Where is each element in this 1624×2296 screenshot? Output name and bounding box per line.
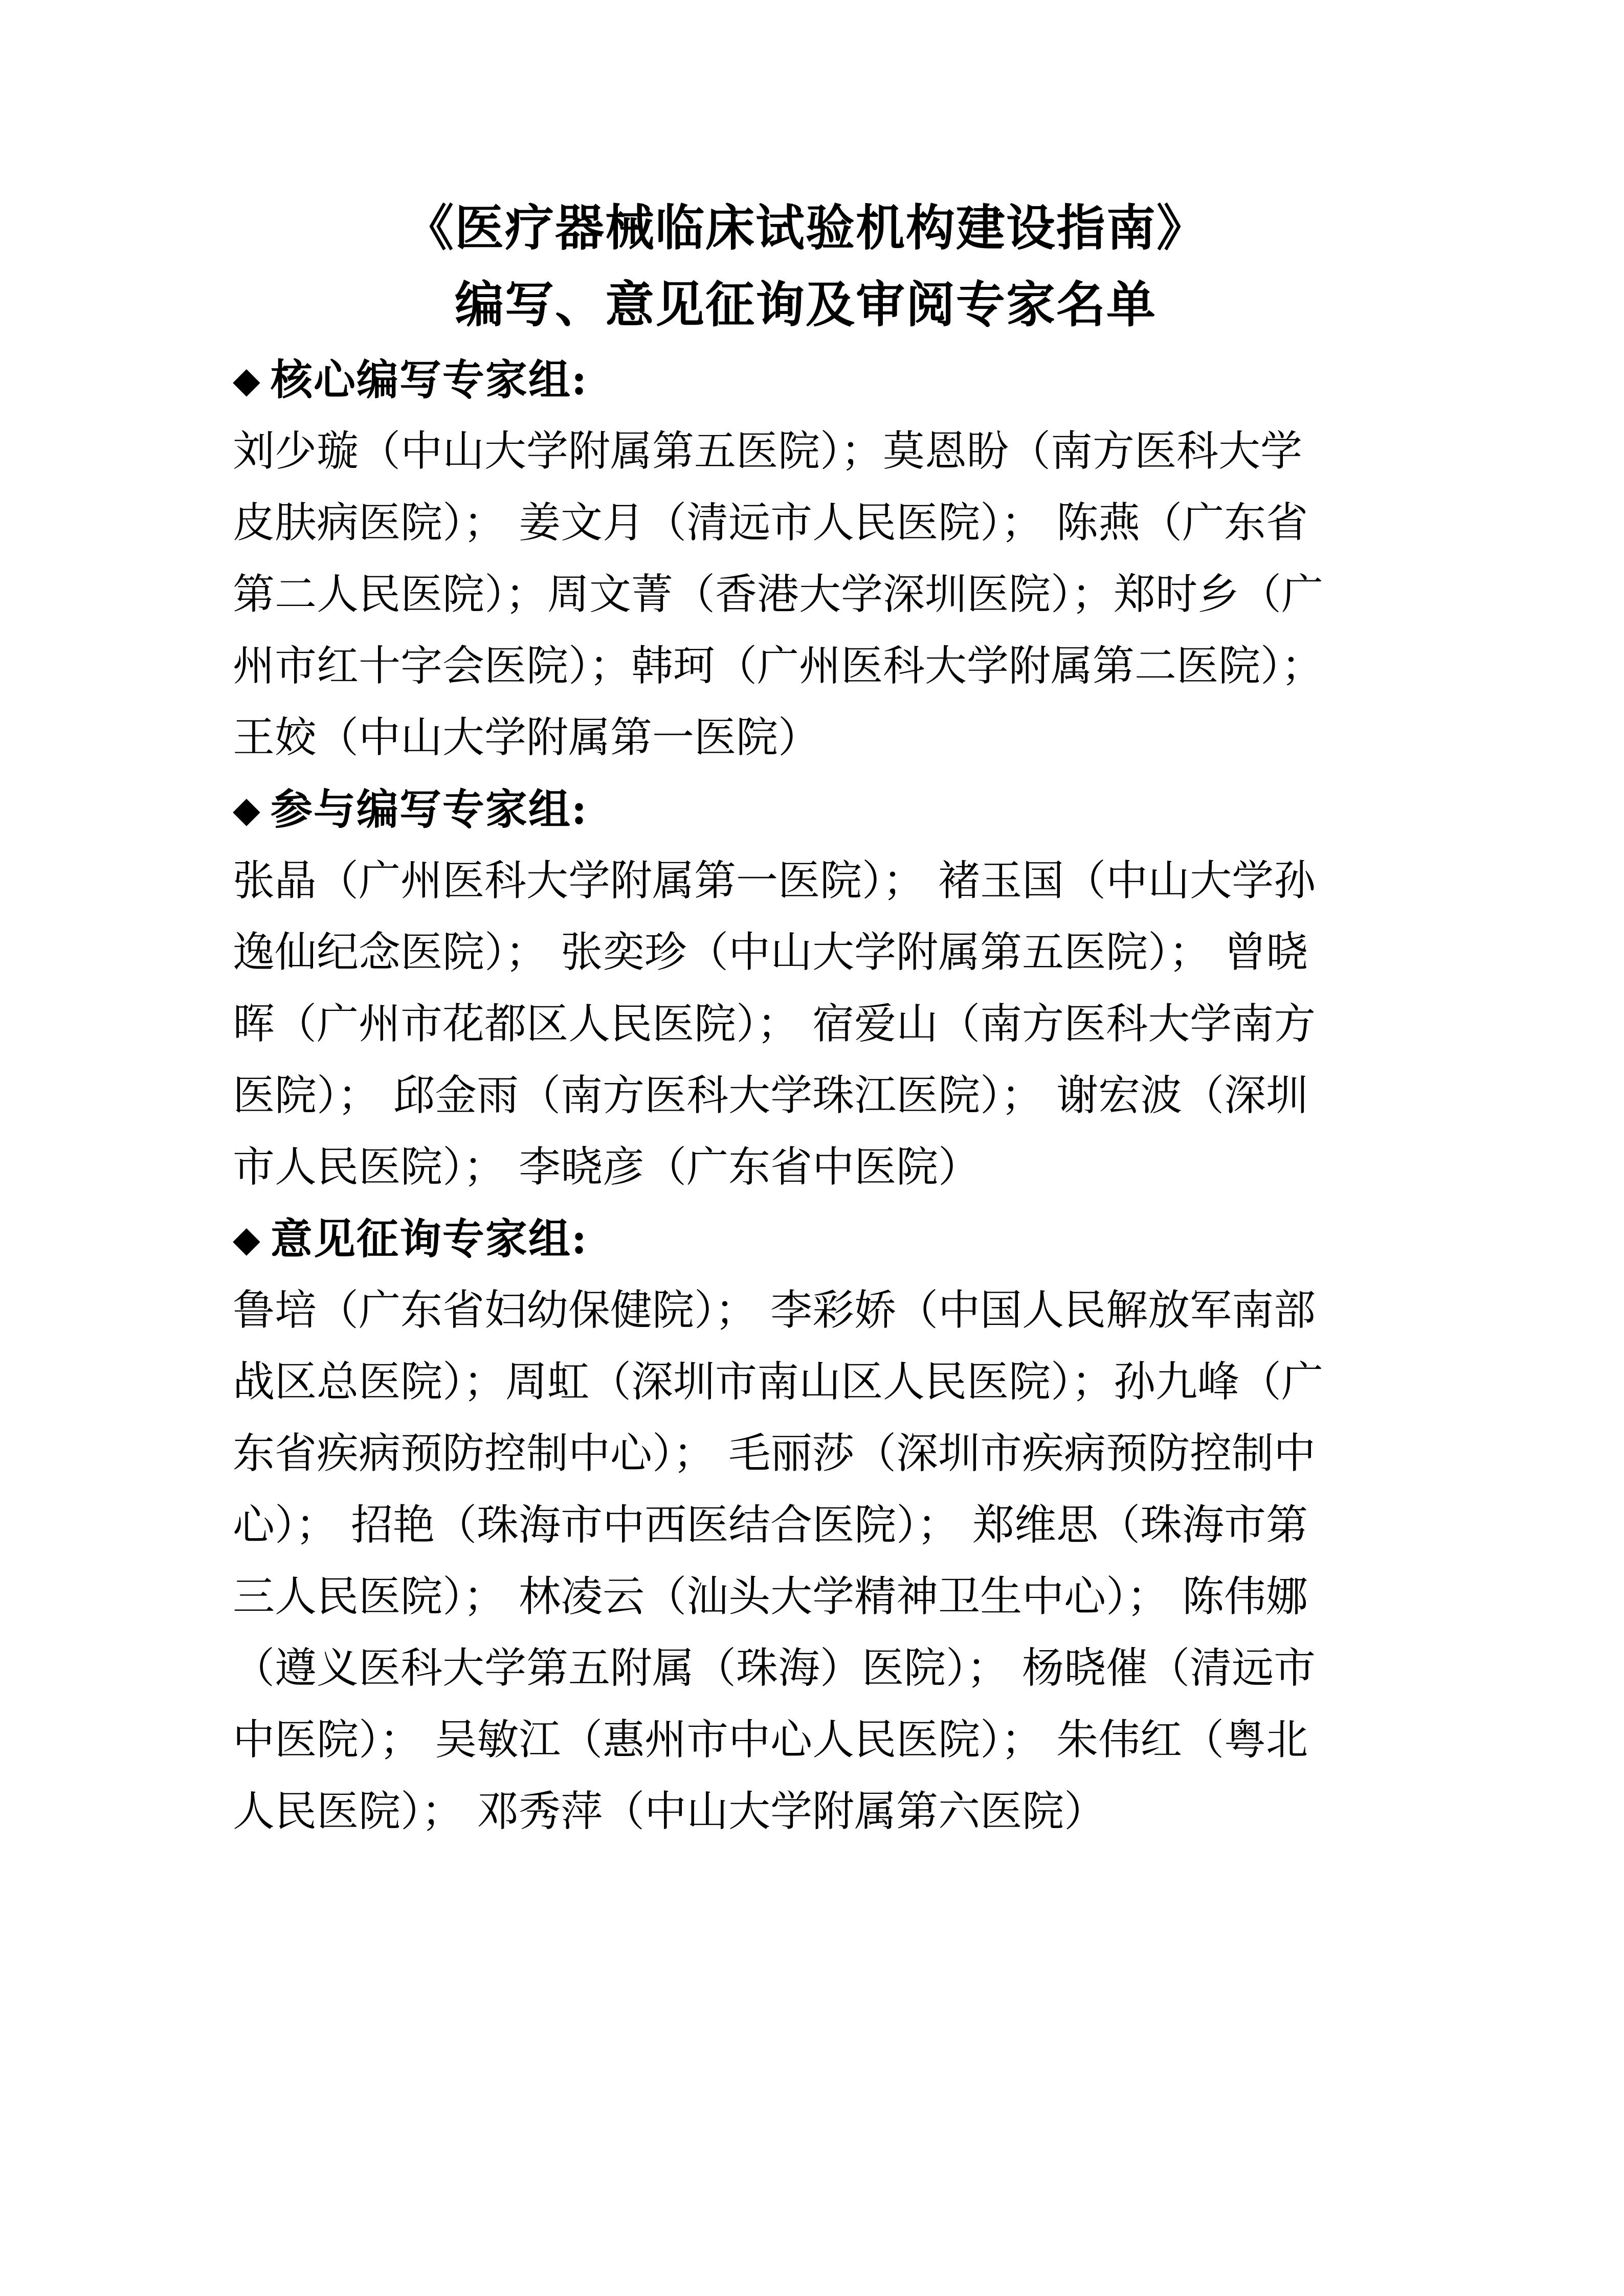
- expert-list-line: 心）； 招艳（珠海市中西医结合医院）； 郑维思（珠海市第: [233, 1501, 1308, 1549]
- section-spacer: [233, 1188, 1378, 1218]
- line-spacer: [233, 1117, 1378, 1146]
- line-spacer: [233, 1761, 1378, 1791]
- expert-list-line: 州市红十字会医院）；韩珂（广州医科大学附属第二医院）；: [233, 642, 1324, 690]
- section-heading-label: 参与编写专家组:: [270, 785, 588, 834]
- line-spacer: [233, 1332, 1378, 1361]
- expert-list-line: 刘少璇（中山大学附属第五医院）；莫恩盼（南方医科大学: [233, 427, 1303, 476]
- expert-list-line: 第二人民医院）；周文菁（香港大学深圳医院）；郑时乡（广: [233, 570, 1324, 619]
- expert-list-line: （遵义医科大学第五附属（珠海）医院）； 杨晓催（清远市: [233, 1644, 1316, 1693]
- diamond-bullet-icon: ◆: [233, 358, 261, 401]
- page-title-line-1: 《医疗器械临床试验机构建设指南》: [405, 199, 1207, 257]
- diamond-bullet-icon: ◆: [233, 788, 261, 830]
- line-spacer: [233, 472, 1378, 502]
- section-spacer: [233, 830, 1378, 860]
- expert-list-line: 三人民医院）； 林凌云（汕头大学精神卫生中心）； 陈伟娜: [233, 1572, 1308, 1621]
- expert-list-line: 皮肤病医院）； 姜文月（清远市人民医院）； 陈燕（广东省: [233, 499, 1308, 547]
- expert-group-section: [233, 759, 1378, 1191]
- expert-list-body: [233, 1286, 1378, 1836]
- expert-group-section: [233, 329, 1378, 762]
- section-spacer: [233, 329, 1378, 359]
- sections-container: [233, 329, 1378, 1836]
- expert-list-line: 张晶（广州医科大学附属第一医院）； 褚玉国（中山大学孙: [233, 857, 1316, 905]
- section-spacer: [233, 759, 1378, 789]
- line-spacer: [233, 974, 1378, 1003]
- expert-list-line: 王姣（中山大学附属第一医院）: [233, 713, 820, 762]
- expert-list-line: 东省疾病预防控制中心）； 毛丽莎（深圳市疾病预防控制中: [233, 1429, 1316, 1478]
- expert-list-line: 人民医院）； 邓秀萍（中山大学附属第六医院）: [233, 1787, 1106, 1836]
- line-spacer: [233, 902, 1378, 932]
- expert-list-body: [233, 427, 1378, 762]
- line-spacer: [233, 616, 1378, 645]
- section-heading: [233, 355, 1378, 404]
- section-spacer: [233, 1260, 1378, 1290]
- expert-list-line: 战区总医院）；周虹（深圳市南山区人民医院）；孙九峰（广: [233, 1358, 1324, 1406]
- section-spacer: [233, 401, 1378, 431]
- expert-list-line: 市人民医院）； 李晓彦（广东省中医院）: [233, 1143, 981, 1191]
- section-heading-label: 意见征询专家组:: [270, 1214, 588, 1264]
- line-spacer: [233, 544, 1378, 574]
- expert-list-line: 晖（广州市花都区人民医院）； 宿爱山（南方医科大学南方: [233, 1000, 1316, 1048]
- section-heading-label: 核心编写专家组:: [270, 355, 588, 404]
- diamond-bullet-icon: ◆: [233, 1218, 261, 1260]
- expert-list-line: 中医院）； 吴敏江（惠州市中心人民医院）； 朱伟红（粤北: [233, 1716, 1308, 1764]
- line-spacer: [233, 1690, 1378, 1719]
- expert-list-body: [233, 857, 1378, 1191]
- section-heading: [233, 1214, 1378, 1264]
- expert-list-line: 逸仙纪念医院）； 张奕珍（中山大学附属第五医院）； 曾晓: [233, 928, 1308, 977]
- line-spacer: [233, 1546, 1378, 1576]
- line-spacer: [233, 687, 1378, 717]
- expert-list-line: 鲁培（广东省妇幼保健院）； 李彩娇（中国人民解放军南部: [233, 1286, 1316, 1335]
- page-title-line-2: 编写、意见征询及审阅专家名单: [455, 276, 1156, 333]
- document-content: [233, 0, 1378, 1836]
- section-heading: [233, 785, 1378, 834]
- expert-list-line: 医院）； 邱金雨（南方医科大学珠江医院）； 谢宏波（深圳: [233, 1071, 1308, 1120]
- line-spacer: [233, 1475, 1378, 1504]
- expert-group-section: [233, 1188, 1378, 1836]
- line-spacer: [233, 1618, 1378, 1648]
- line-spacer: [233, 1045, 1378, 1075]
- line-spacer: [233, 1403, 1378, 1433]
